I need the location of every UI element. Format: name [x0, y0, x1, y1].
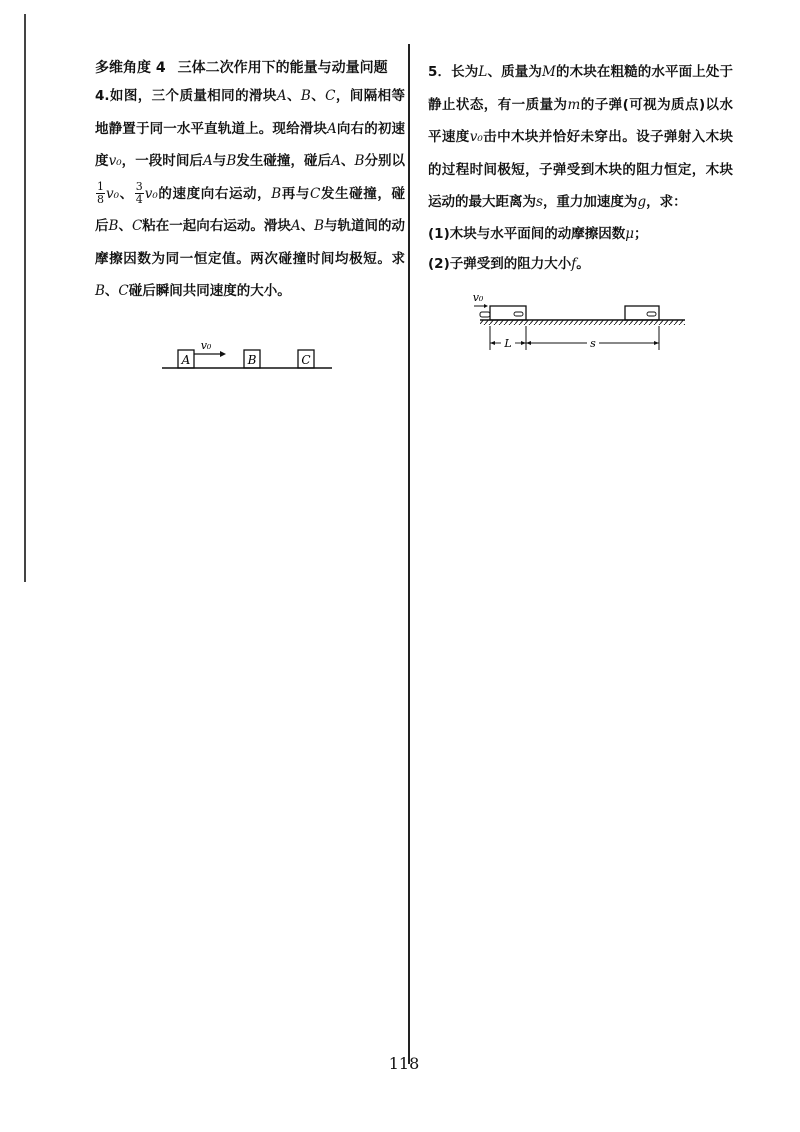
block-a-label: A [181, 353, 191, 367]
p5-part5: 击中木块并恰好未穿出。设子弹射入木块的过程时间极短，子弹受到木块的阻力恒定，木块运动的最大距离为 [428, 129, 734, 210]
fraction-numerator: 3 [135, 180, 143, 193]
q1-end: ； [634, 225, 648, 242]
p4-var: v₀ [108, 153, 122, 169]
p5-var: v₀ [469, 129, 483, 145]
block-final [625, 306, 659, 320]
p5-part2: 、质量为 [487, 64, 543, 80]
p4-part4: ，一段时间后 [121, 153, 203, 169]
p4-var: A [331, 153, 341, 169]
p5-var: g [637, 194, 647, 210]
column-divider [408, 44, 410, 1064]
right-column [428, 56, 733, 279]
p4-var: v₀ [144, 185, 158, 202]
arrow-head-icon [526, 341, 531, 345]
p4-part9: 再与 [281, 185, 311, 202]
p4-part8: 的速度向右运动， [157, 185, 272, 202]
p4-part7: 分别以 [364, 153, 406, 169]
p4-var: C [118, 283, 129, 299]
p5-part4: 的子弹(可视为质点)以水平速度 [428, 96, 734, 145]
q1-text: (1)木块与水平面间的动摩擦因数 [428, 225, 626, 242]
p5-part7: ，求： [646, 194, 687, 210]
fraction-one-eighth [96, 181, 105, 206]
p4-var: B [108, 218, 119, 234]
fraction-numerator: 1 [97, 180, 104, 193]
p4-var: B [226, 153, 237, 169]
arrow-head-icon [220, 351, 226, 357]
p4-var: B [95, 283, 105, 299]
p4-part13: 碰后瞬间共同速度的大小。 [128, 283, 291, 299]
p4-part10: 发生碰撞，碰后 [95, 185, 406, 234]
velocity-label: v₀ [472, 291, 484, 304]
section-number: 多维角度 4 [95, 60, 166, 76]
section-title: 三体二次作用下的能量与动量问题 [177, 60, 388, 76]
q1-var: μ [625, 225, 635, 242]
p4-sep: 、 [300, 218, 315, 234]
bullet-embedded-final [647, 312, 656, 316]
p4-var: A [276, 88, 287, 104]
bullet-initial [480, 312, 490, 317]
arrow-head-icon [521, 341, 526, 345]
left-column [95, 56, 405, 308]
p5-part1: 5．长为 [428, 64, 479, 80]
dimension-l-label: L [504, 337, 512, 350]
p4-var: C [131, 218, 143, 234]
q2-text: (2)子弹受到的阻力大小 [428, 255, 572, 272]
p4-sep: 、 [286, 88, 301, 104]
section-heading [95, 56, 405, 80]
fraction-three-quarters [135, 181, 144, 206]
p4-part1: 4.如图，三个质量相同的滑块 [95, 88, 277, 104]
p4-part5: 与 [212, 153, 227, 169]
p4-sep: 、 [340, 153, 355, 169]
p4-var: B [354, 153, 365, 169]
problem-5-question-1 [428, 219, 733, 249]
p4-part6: 发生碰撞，碰后 [236, 153, 332, 169]
p4-part12: 与轨道间的动摩擦因数为同一恒定值。两次碰撞时间均极短。求 [95, 218, 406, 267]
p4-var: C [310, 185, 321, 202]
p4-part2: ，间隔相等地静置于同一水平直轨道上。现给滑块 [95, 88, 406, 137]
p4-sep: 、 [310, 88, 326, 104]
p4-var: B [300, 88, 311, 104]
p5-var: L [478, 64, 488, 80]
ground-hatch [480, 320, 685, 325]
velocity-label: v₀ [200, 339, 212, 352]
block-c-label: C [301, 353, 311, 367]
p4-var: A [327, 120, 337, 137]
p5-part6: ，重力加速度为 [542, 194, 638, 210]
arrow-head-icon [484, 304, 488, 308]
problem-5-question-2 [428, 249, 733, 279]
q2-end: 。 [576, 255, 590, 272]
problem-4-figure [160, 338, 340, 374]
p4-sep: 、 [119, 185, 134, 202]
problem-5-figure [470, 288, 690, 358]
q2-var: f [571, 255, 577, 272]
p5-var: s [536, 194, 543, 210]
p4-var: C [325, 88, 336, 104]
fraction-denominator: 4 [135, 193, 143, 206]
block-initial [490, 306, 526, 320]
p4-var: A [290, 218, 301, 234]
p4-part3: 向右的初速度 [95, 120, 406, 169]
p4-var: B [271, 185, 282, 202]
page-number: 118 [388, 1054, 420, 1073]
problem-5-text [428, 56, 733, 219]
bullet-embedded-initial [514, 312, 523, 316]
left-margin-rule [24, 14, 26, 582]
arrow-head-icon [654, 341, 659, 345]
p5-var: m [567, 96, 581, 113]
block-b-label: B [247, 353, 257, 367]
p4-var: B [314, 218, 325, 234]
fraction-denominator: 8 [97, 193, 104, 206]
arrow-head-icon [490, 341, 495, 345]
p5-part3: 的木块在粗糙的水平面上处于静止状态，有一质量为 [428, 64, 733, 113]
problem-4-text [95, 80, 405, 308]
p4-var: v₀ [106, 185, 120, 202]
p4-var: A [202, 153, 213, 169]
dimension-s-label: s [590, 337, 596, 350]
p4-sep: 、 [104, 283, 119, 299]
p4-sep: 、 [118, 218, 132, 234]
p4-part11: 粘在一起向右运动。滑块 [142, 218, 291, 234]
p5-var: M [542, 64, 556, 80]
